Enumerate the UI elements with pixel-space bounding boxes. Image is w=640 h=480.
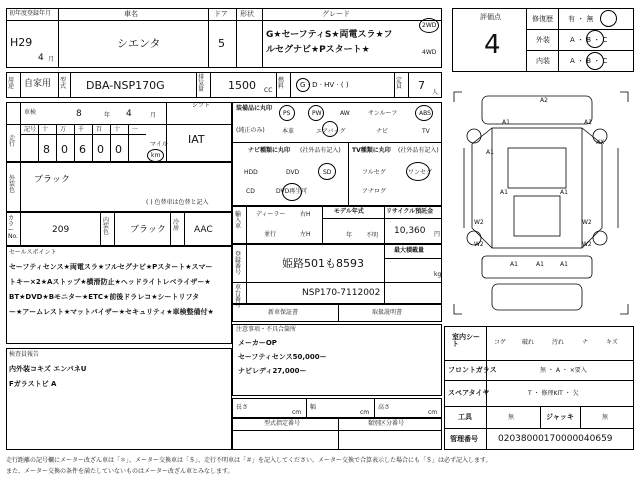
interior-grade-options: A ・ B ・ C (570, 57, 608, 65)
mileage-digit: 0 (97, 143, 104, 156)
navi-type-sub: (社外品有記入) (300, 147, 341, 154)
exterior-grade-label: 外装 (536, 36, 550, 44)
equip-ps: PS (283, 110, 291, 117)
diag-label-3: A1 (486, 149, 494, 156)
mile-label: マイル (150, 141, 168, 148)
width-label: 幅 (310, 404, 317, 411)
import-label: 輸入車 (235, 211, 242, 230)
inspector-block (6, 348, 232, 450)
exterior-grade-options: A ・ B ・ C (570, 36, 608, 44)
diag-label-6: A1 (500, 189, 508, 196)
footer-line-1: 走行距離の記号欄にメーター改ざん車は「＊」、メーター交換車は「＄」、走行不明車は「＃」を記入してください。メーター交換で合算表示した場合にも「＄」は必ず記入します。 (6, 457, 492, 464)
height-label: 高さ (378, 404, 391, 411)
diag-label-1: A2 (540, 97, 548, 104)
navi-sd: SD (323, 169, 332, 176)
warranty-book: 新車保証書 (268, 309, 299, 316)
inspection-month-unit: 月 (150, 112, 157, 119)
mileage-digit: 8 (43, 143, 50, 156)
reg-month-unit: 月 (48, 56, 55, 63)
drive-2wd: 2WD (422, 22, 437, 29)
use-value: 自家用 (24, 79, 52, 89)
exterior-color-note: ( ) 色替車は色替と記入 (146, 199, 209, 206)
navi-dvd-play: DVD再生可 (276, 188, 308, 195)
tv-oneseg: ワンセグ (408, 169, 433, 176)
type-number-label: 型式指定番号 (264, 420, 301, 427)
digit-header: 万 (60, 126, 67, 133)
dimensions-row (232, 398, 442, 418)
interior-color: ブラック (130, 225, 166, 235)
sheet-item-tear: 破れ (522, 339, 535, 346)
mileage-digit: 0 (61, 143, 68, 156)
inspector-line-1: 内外装コキズ エンパネU (9, 365, 87, 373)
chassis-value: NSP170-7112002 (302, 288, 381, 298)
equipment-block (232, 102, 442, 206)
reg-year-label: 初年度登録年月 (9, 10, 52, 17)
sales-point-line-1: セーフティセンス★両電スラ★フルセグナビ★Pスタート★スマー (9, 263, 213, 271)
plate-label: 登録番号 (235, 251, 242, 276)
tv-analog: アナログ (362, 188, 387, 195)
jack-label: ジャッキ (546, 413, 574, 421)
color-no: 209 (52, 225, 70, 235)
diag-label-4: W2 (474, 219, 484, 226)
circle-exterior-b (586, 30, 604, 48)
sheet-item-na: ナ (582, 339, 589, 346)
import-right-hand: 右H (300, 211, 311, 218)
sales-point-label: セールスポイント (9, 249, 57, 256)
interior-sheet-label: 室内シート (452, 333, 480, 348)
diag-label-7: A1 (560, 189, 568, 196)
vehicle-damage-diagram (452, 88, 632, 318)
diag-label-11: W2 (582, 241, 592, 248)
sheet-item-burn: コゲ (494, 339, 507, 346)
equip-tv: TV (422, 128, 430, 135)
circle-interior-b (586, 52, 604, 70)
diag-label-5: W2 (474, 241, 484, 248)
warranty-row (232, 304, 442, 322)
tools-label: 工具 (458, 413, 472, 421)
era-year: H29 (10, 36, 33, 49)
sales-point-line-2: トキー×2★Aストップ★横滑防止★ヘッドライトレベライザー★ (9, 278, 211, 286)
digit-header: 十 (42, 126, 49, 133)
navi-type-label: ナビ種類に丸印 (248, 147, 291, 154)
displacement-label: 排気量 (198, 74, 205, 93)
recycle-label: リサイクル預託金 (386, 208, 434, 215)
model-value: DBA-NSP170G (86, 79, 165, 92)
km-label: km (151, 152, 161, 159)
digit-header: 千 (78, 126, 85, 133)
car-name-label: 車名 (124, 10, 138, 18)
car-name: シエンタ (117, 37, 161, 50)
inspection-label: 車検 (24, 109, 37, 116)
import-dealer: ディーラー (256, 211, 286, 218)
notes-line-2: セーフティセンス50,000ー (238, 353, 327, 361)
mgmt-value: 02038000170000040659 (498, 434, 613, 444)
import-parallel: 並行 (264, 231, 277, 238)
displacement-value: 1500 (228, 79, 256, 92)
max-load-label: 最大積載量 (394, 247, 425, 254)
equipment-sub: (純正のみ) (236, 127, 265, 134)
sales-point-line-4: ー★アームレスト★マットバイザー★セキュリティ★車検整備付★ (9, 308, 214, 316)
use-label: 用途 (8, 77, 15, 90)
equip-abs: ABS (419, 110, 431, 117)
front-glass-options: 無 ・ A ・ ×要入 (540, 367, 587, 374)
recycle-value: 10,360 (394, 226, 426, 236)
front-glass-label: フロントガラス (448, 366, 497, 374)
shape-label: 形状 (240, 10, 254, 18)
model-year-unit: 年 (346, 232, 353, 239)
diag-label-8: XX (596, 139, 605, 146)
mileage-label: 走行 (9, 135, 16, 148)
model-year-label: モデル年式 (334, 208, 364, 215)
import-left-hand: 左H (300, 231, 311, 238)
ac-label: 冷房 (173, 219, 180, 232)
capacity-unit: 人 (432, 89, 439, 96)
spare-tire-options: T ・ 修理KIT ・ 欠 (528, 390, 579, 397)
notes-line-1: メーカーOP (238, 339, 277, 347)
drive-4wd: 4WD (422, 49, 437, 56)
interior-color-label: 内装色 (103, 217, 110, 236)
model-label: 型式 (60, 77, 67, 90)
exterior-color-label: 外装色 (9, 175, 16, 194)
recycle-yen: 円 (434, 231, 441, 238)
shift-value: IAT (188, 133, 205, 146)
digit-header: 百 (96, 126, 103, 133)
equip-pw: PW (312, 110, 322, 117)
chassis-label: 車台番号 (235, 284, 242, 309)
inspector-label: 検査員報告 (9, 351, 40, 358)
model-year-unknown: 不明 (366, 232, 379, 239)
interior-grade-label: 内装 (536, 57, 550, 65)
navi-hdd: HDD (244, 169, 258, 176)
spare-tire-label: スペアタイヤ (448, 389, 490, 397)
digit-header: 一 (132, 126, 139, 133)
notes-line-3: ナビレディ27,000ー (238, 367, 307, 375)
grade-label: グレード (322, 10, 350, 18)
inspection-month: 4 (126, 109, 132, 119)
tv-type-label: TV種類に丸印 (352, 147, 391, 154)
inspector-line-2: Fガラストビ A (9, 380, 57, 388)
equipment-label: 装備品に丸印 (236, 105, 273, 112)
inspection-year: 8 (76, 109, 82, 119)
capacity-value: 7 (418, 79, 425, 92)
owner-manual: 取扱説明書 (372, 309, 403, 316)
row2-table (6, 72, 442, 98)
reg-month: 4 (38, 53, 44, 63)
tv-type-sub: (社外品有記入) (398, 147, 439, 154)
navi-cd: CD (246, 188, 255, 195)
sheet-item-scratch: キズ (606, 339, 618, 346)
color-no-label: カラーNo. (8, 215, 18, 240)
ac-value: AAC (194, 225, 213, 235)
inspection-year-unit: 年 (104, 112, 111, 119)
footer-line-2: また、メーター交換の条件を満たしていないものはメーター改ざん車とみなします。 (6, 468, 234, 475)
exterior-color-value: ブラック (34, 175, 70, 185)
shift-label: シフト (192, 102, 211, 109)
diag-label-9: A1 (584, 119, 592, 126)
navi-dvd: DVD (286, 169, 300, 176)
diag-label-13: A1 (536, 261, 544, 268)
equip-airbag: エアバッグ (316, 128, 346, 135)
diag-label-10: W2 (582, 219, 592, 226)
grade-line-1: G★セーフティS★両電スラ★フ (266, 30, 393, 40)
rating-value: 4 (484, 30, 501, 60)
equip-leather: 本革 (282, 128, 295, 135)
fuel-label: 燃料 (278, 77, 285, 90)
height-unit: cm (428, 409, 438, 416)
sheet-item-dirt: 汚れ (552, 339, 565, 346)
mileage-digit: 6 (79, 143, 86, 156)
diag-label-14: A1 (560, 261, 568, 268)
digit-header: 十 (114, 126, 121, 133)
jack-value: 無 (602, 414, 609, 421)
equip-navi: ナビ (376, 128, 389, 135)
displacement-unit: CC (264, 87, 273, 94)
width-unit: cm (360, 409, 370, 416)
capacity-label: 定員 (396, 77, 403, 90)
digit-header: 記号 (24, 126, 37, 133)
mileage-digit: 0 (115, 143, 122, 156)
grade-line-2: ルセグナビ★Pスタート★ (266, 45, 370, 55)
fuel-options: G · D · HV · ( ) (300, 81, 349, 89)
class-number-label: 類別区分番号 (368, 420, 405, 427)
tools-value: 無 (508, 414, 515, 421)
circle-restore-none (600, 10, 617, 27)
equip-aw: AW (340, 110, 350, 117)
mgmt-label: 管理番号 (450, 435, 478, 443)
max-load-unit: kg (434, 271, 442, 278)
door-count: 5 (218, 37, 225, 50)
length-unit: cm (292, 409, 302, 416)
rating-label: 評価点 (480, 13, 501, 21)
restore-label: 修復歴 (532, 15, 553, 23)
door-label: ドア (214, 10, 228, 18)
length-label: 長さ (236, 404, 249, 411)
diag-label-2: A1 (502, 119, 510, 126)
diag-label-12: A1 (510, 261, 518, 268)
sales-point-line-3: BT★DVD★Bモニター★ETC★前後ドラレコ★シートリフタ (9, 293, 200, 301)
notes-label: 注意事項・不具合箇所 (236, 326, 297, 333)
equip-sunroof: サンルーフ (368, 110, 398, 117)
plate-value: 姫路501も8593 (282, 257, 364, 270)
tv-fullseg: フルセグ (362, 169, 386, 176)
restore-options: 有 ・ 無 (568, 15, 594, 23)
